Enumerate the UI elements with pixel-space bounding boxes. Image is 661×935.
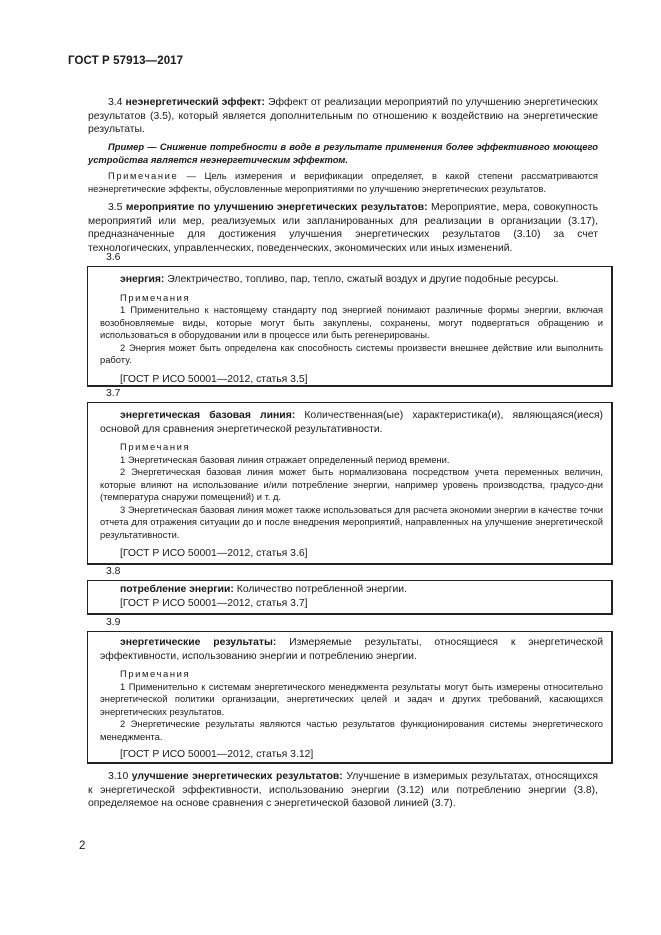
note-3-9-2: 2 Энергетические результаты являются частью результатов функционирования системы энергетического менеджмента. (100, 718, 603, 742)
note-3-6-1: 1 Применительно к настоящему стандарту под энергией понимают различные формы энергии, включая возобновляемые виды, которые могут быть закуплены, сохранены, могут подвергаться обращению и использоваться в оборудовании или в процессе или быть регенерированы. (100, 304, 603, 340)
note-3-4: Примечание — Цель измерения и верификации определяет, в какой степени рассматриваются неэнергетические эффекты, обусловленные мероприятиями по улучшению энергетических результатов. (88, 170, 598, 194)
term-3-4: неэнергетический эффект: (125, 97, 265, 108)
box-3-9 (87, 631, 613, 764)
number-3-6: 3.6 (106, 252, 121, 263)
section-3-10: 3.10 улучшение энергетических результатов: Улучшение в измеримых результатах, относящихся к энергетической эффективности, использованию энергии (3.12) или потреблению энергии (3.8), определяемое на основе сравнения с энергетической базовой линией (3.7). (88, 771, 599, 809)
box-3-6 (87, 266, 613, 387)
note-3-7-1: 1 Энергетическая базовая линия отражает определенный период времени. (120, 453, 450, 465)
note-3-7-2: 2 Энергетическая базовая линия может быть нормализована посредством учета переменных величин, которые влияют на использование и/или потребление энергии, например уровень производства, градусо-дни (температура снаружи помещений) и т. д. (100, 466, 603, 502)
number-3-8: 3.8 (106, 566, 121, 577)
notes-label-3-6: Примечания (120, 291, 191, 303)
definition-3-9: энергетические результаты: Измеряемые результаты, относящиеся к энергетической эффективности, использованию энергии и потреблению энергии. (100, 637, 603, 662)
section-3-5: 3.5 мероприятие по улучшению энергетических результатов: Мероприятие, мера, совокупность мероприятий или мер, реализуемых или запланированных для реализации в организации (3.17), предназначенные для достижения улучшения энергетических результатов (3.10) за счет технологических, управленческих, поведенческих, экономических или иных изменений. (88, 202, 599, 254)
section-3-4: 3.4 неэнергетический эффект: Эффект от реализации мероприятий по улучшению энергетических результатов (3.5), который является дополнительным по отношению к воздействию на энергетические результаты. (88, 97, 598, 135)
reference-3-8: [ГОСТ Р ИСО 50001—2012, статья 3.7] (120, 597, 308, 609)
number-3-9: 3.9 (106, 617, 121, 628)
box-3-7 (87, 402, 613, 565)
term-3-9: энергетические результаты: (120, 637, 277, 648)
term-3-7: энергетическая базовая линия: (120, 410, 296, 421)
document-header: ГОСТ Р 57913—2017 (68, 55, 184, 67)
note-3-6-2: 2 Энергия может быть определена как способность системы произвести внешнее действие или выполнить работу. (100, 341, 603, 365)
reference-3-9: [ГОСТ Р ИСО 50001—2012, статья 3.12] (120, 749, 314, 760)
example-3-4: Пример — Снижение потребности в воде в результате применения более эффективного моющего устройства является неэнергетическим эффектом. (88, 141, 598, 165)
note-3-7-3: 3 Энергетическая базовая линия может также использоваться для расчета экономии энергии в качестве точки отчета для отражения ситуации до и после внедрения мероприятий, направленных на улучшение энергетической результативности. (100, 503, 603, 540)
definition-3-7: энергетическая базовая линия: Количественная(ые) характеристика(и), являющаяся(иеся) основой для сравнения энергетической результативности. (100, 410, 604, 435)
term-3-8: потребление энергии: (120, 584, 234, 595)
number-3-7: 3.7 (106, 388, 121, 399)
definition-3-8: потребление энергии: Количество потребленной энергии. (120, 584, 407, 595)
note-3-9-1: 1 Применительно к системам энергетического менеджмента результаты могут быть измерены относительно энергетической политики организации, энергетических целей и задач и других требований, касающихся энергетических результатов. (100, 680, 603, 717)
term-3-5: мероприятие по улучшению энергетических результатов: (125, 202, 428, 213)
definition-3-6: энергия: Электричество, топливо, пар, тепло, сжатый воздух и другие подобные ресурсы. (120, 274, 559, 285)
term-3-6: энергия: (120, 274, 165, 285)
box-3-8 (87, 580, 613, 615)
page-number: 2 (79, 840, 86, 852)
notes-label-3-9: Примечания (120, 668, 191, 679)
term-3-10: улучшение энергетических результатов: (131, 771, 343, 782)
reference-3-7: [ГОСТ Р ИСО 50001—2012, статья 3.6] (120, 548, 308, 559)
notes-label-3-7: Примечания (120, 441, 191, 452)
reference-3-6: [ГОСТ Р ИСО 50001—2012, статья 3.5] (120, 373, 308, 385)
